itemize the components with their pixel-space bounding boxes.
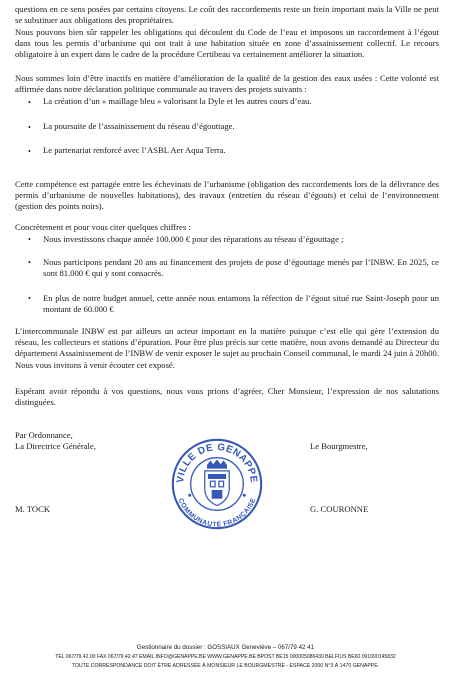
- footer-contact-details: TÉL 067/79.42.00 FAX 067/79.42.47 EMAIL INFO@GENAPPE.BE WWW.GENAPPE.BE BPOST BE15 000005086430 BELFIUS BE60 091000145832: [55, 654, 396, 660]
- bullet-icon: •: [28, 147, 31, 156]
- paragraph-competence: Cette compétence est partagée entre les échevinats de l’urbanisme (obligation des raccordements lors de la délivrance des permis d’urbanisme de nouvelles habitations), des travaux (entretien du réseau d’égouts) et celui de l’environnement (gestion des points noirs).: [15, 179, 439, 212]
- signatory-right-name: G. COURONNE: [310, 504, 369, 514]
- paragraph-closing: Espérant avoir répondu à vos questions, nous vous prions d’agréer, Cher Monsieur, l’expression de nos salutations distinguées.: [15, 386, 439, 408]
- town-seal-stamp: [170, 437, 264, 531]
- project-item: La création d’un « maillage bleu » valorisant la Dyle et les autres cours d’eau.: [43, 96, 312, 106]
- signatory-right-title: Le Bourgmestre,: [310, 441, 368, 451]
- project-item: Le partenariat renforcé avec l’ASBL Aer Aqua Terra.: [43, 145, 226, 155]
- svg-text:COMMUNAUTÉ FRANÇAISE: [177, 497, 258, 529]
- paragraph-policy: Nous sommes loin d’être inactifs en matière d’amélioration de la qualité de la gestion des eaux usées : Cette volonté est affirmée dans notre déclaration politique communale au travers des projets suivants :: [15, 73, 439, 95]
- signatory-left-name: M. TOCK: [15, 504, 51, 514]
- paragraph-obligations: Nous pouvons bien sûr rappeler les obligations qui découlent du Code de l’eau et imposons un raccordement à l’égout dans tous les permis d’urbanisme qui ont trait à une habitation située en zone d’assainissement collectif. Le recours obligatoire à un expert dans le cadre de la procédure Certibeau va certainement améliorer la situation.: [15, 27, 439, 60]
- figure-item: Nous investissons chaque année 100.000 € pour des réparations au réseau d’égouttage ;: [43, 234, 344, 244]
- seal-bottom-text: COMMUNAUTÉ FRANÇAISE: [176, 497, 258, 529]
- signatory-left-line2: La Directrice Générale,: [15, 441, 96, 451]
- paragraph-figures-intro: Concrètement et pour vous citer quelques chiffres :: [15, 222, 191, 232]
- signatory-left-line1: Par Ordonnance,: [15, 430, 73, 440]
- paragraph-intro: questions en ce sens posées par certains citoyens. Le coût des raccordements reste un frein important mais la Ville ne peut se substituer aux obligations des propriétaires.: [15, 4, 439, 26]
- bullet-icon: •: [28, 123, 31, 132]
- bullet-icon: •: [28, 294, 31, 303]
- footer-correspondance-notice: TOUTE CORRESPONDANCE DOIT ÊTRE ADRESSÉE À MONSIEUR LE BOURGMESTRE - ESPACE 2000 N°3 À 1470 GENAPPE.: [71, 663, 380, 669]
- footer-file-manager: Gestionnaire du dossier : GOSSIAUX Geneviève – 067/79 42 41: [136, 644, 315, 651]
- bullet-icon: •: [28, 235, 31, 244]
- seal-top-text: VILLE DE GENAPPE: [175, 441, 259, 484]
- project-item: La poursuite de l’assainissement du réseau d’égouttage.: [43, 121, 235, 131]
- bullet-icon: •: [28, 258, 31, 267]
- figure-item: Nous participons pendant 20 ans au financement des projets de pose d’égouttage menés par l’INBW. En 2025, ce sont 81.000 € qui y sont consacrés.: [43, 257, 439, 279]
- coat-of-arms-icon: [205, 461, 229, 506]
- figure-item: En plus de notre budget annuel, cette année nous entamons la réfection de l’égout situé rue Saint-Joseph pour un montant de 60.000 €: [43, 293, 439, 315]
- bullet-icon: •: [28, 98, 31, 107]
- paragraph-inbw: L’intercommunale INBW est par ailleurs un acteur important en la matière puisque c’est elle qui gère l’extension du réseau, les collecteurs et stations d’épuration. Pour être plus précis sur cette matière, nous avons demandé au Directeur du département Assainissement de l’INBW de venir exposer le sujet au prochain Conseil communal, le mardi 24 juin à 20h00. Nous vous invitons à venir écouter cet exposé.: [15, 326, 439, 370]
